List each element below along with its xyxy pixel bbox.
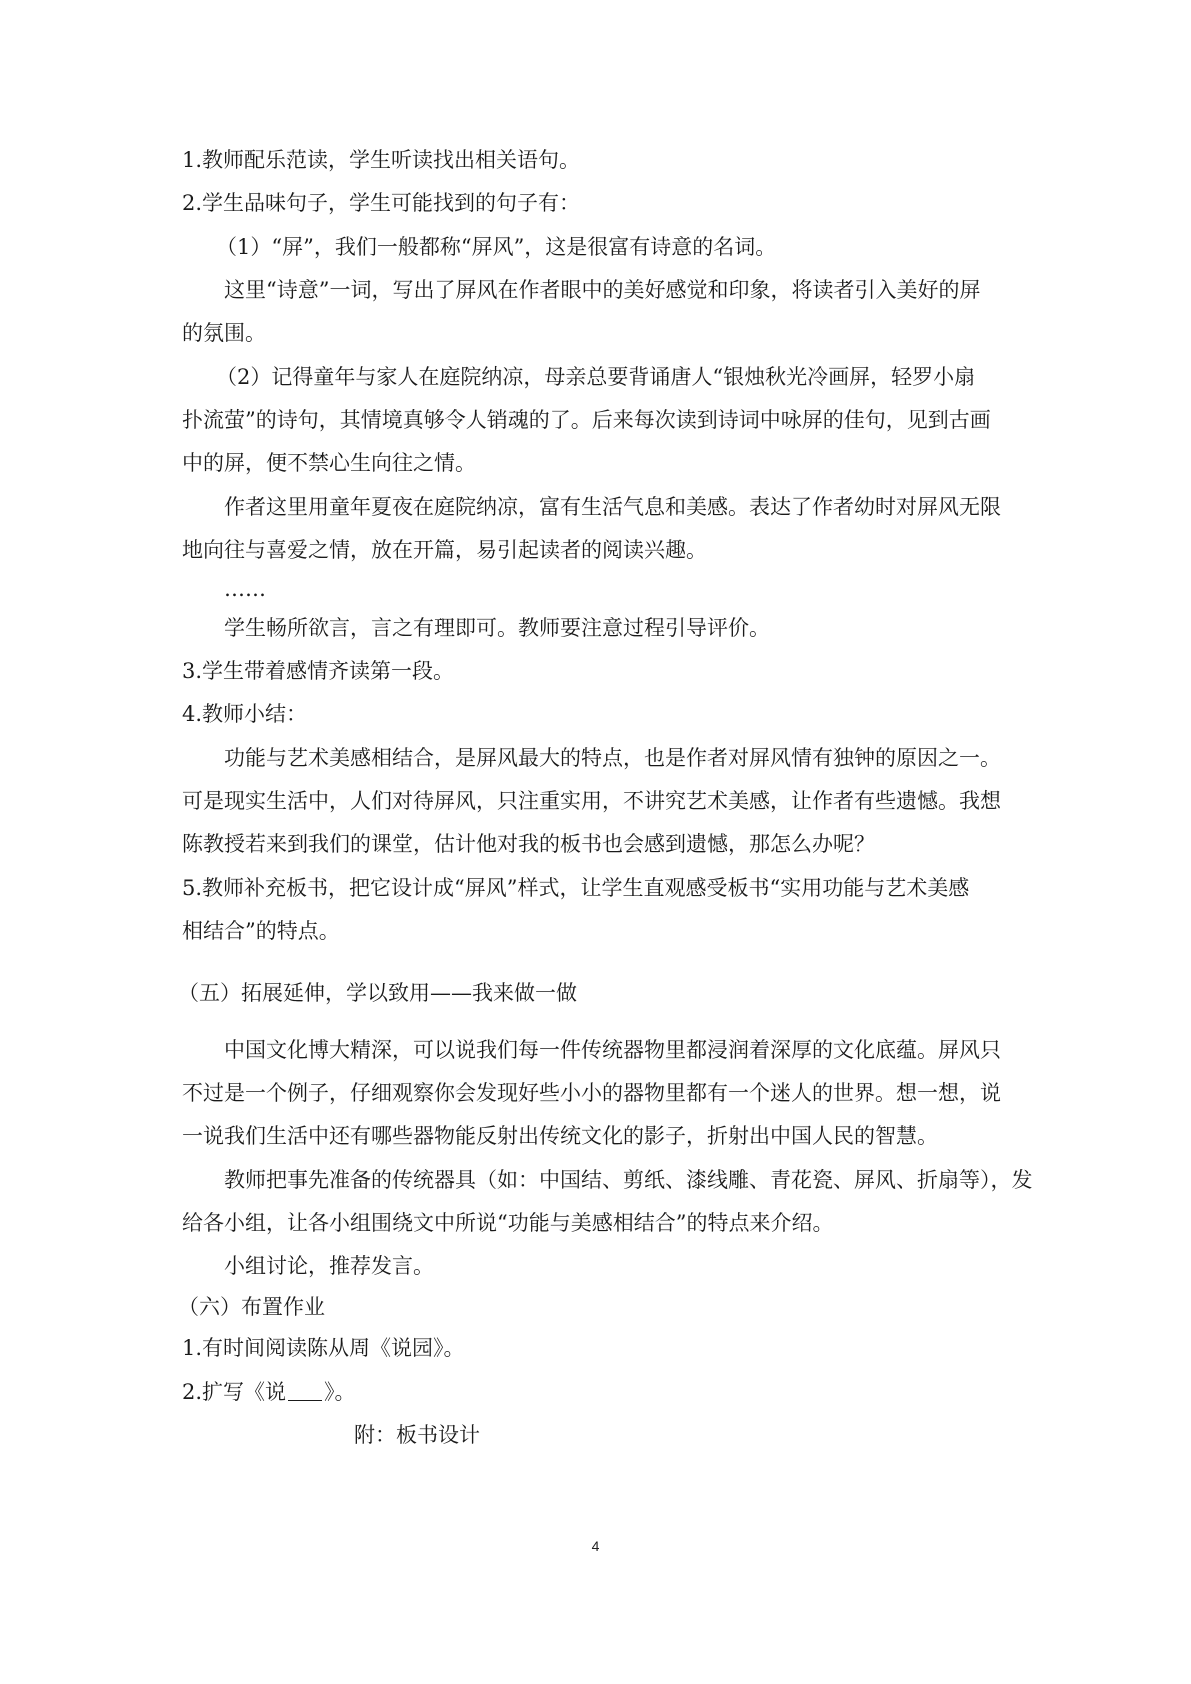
analysis-2-line-1: 作者这里用童年夏夜在庭院纳凉，富有生活气息和美感。表达了作者幼时对屏风无限	[224, 495, 1001, 519]
section-5-heading: （五）拓展延伸，学以致用——我来做一做	[178, 981, 577, 1005]
quote-2-line-2: 扑流萤”的诗句，其情境真够令人销魂的了。后来每次读到诗词中咏屏的佳句，见到古画	[182, 408, 991, 432]
homework-2-suffix: 》。	[324, 1380, 356, 1404]
analysis-1-line-2: 的氛围。	[182, 321, 266, 345]
summary-line-3: 陈教授若来到我们的课堂，估计他对我的板书也会感到遗憾，那怎么办呢？	[182, 832, 875, 856]
fill-in-blank	[288, 1380, 322, 1401]
step-3: 3.学生带着感情齐读第一段。	[182, 659, 455, 683]
section-6-heading: （六）布置作业	[178, 1295, 325, 1319]
homework-1: 1.有时间阅读陈从周《说园》。	[182, 1336, 465, 1360]
analysis-1-line-1: 这里“诗意”一词，写出了屏风在作者眼中的美好感觉和印象，将读者引入美好的屏	[224, 278, 981, 302]
ellipsis: ……	[224, 577, 266, 601]
summary-line-1: 功能与艺术美感相结合，是屏风最大的特点，也是作者对屏风情有独钟的原因之一。	[224, 746, 1001, 770]
extension-line-3: 一说我们生活中还有哪些器物能反射出传统文化的影子，折射出中国人民的智慧。	[182, 1124, 938, 1148]
student-discussion: 学生畅所欲言，言之有理即可。教师要注意过程引导评价。	[224, 616, 770, 640]
quote-1: （1）“屏”，我们一般都称“屏风”，这是很富有诗意的名词。	[216, 235, 777, 259]
homework-2-prefix: 2.扩写《说	[182, 1380, 287, 1404]
extension-line-4: 教师把事先准备的传统器具（如：中国结、剪纸、漆线雕、青花瓷、屏风、折扇等），发	[224, 1168, 1033, 1192]
step-5-line-1: 5.教师补充板书，把它设计成“屏风”样式，让学生直观感受板书“实用功能与艺术美感	[182, 876, 970, 900]
step-2: 2.学生品味句子，学生可能找到的句子有：	[182, 191, 581, 215]
analysis-2-line-2: 地向往与喜爱之情，放在开篇，易引起读者的阅读兴趣。	[182, 538, 707, 562]
step-4: 4.教师小结：	[182, 702, 308, 726]
extension-line-1: 中国文化博大精深，可以说我们每一件传统器物里都浸润着深厚的文化底蕴。屏风只	[224, 1038, 1001, 1062]
group-discussion: 小组讨论，推荐发言。	[224, 1254, 434, 1278]
step-5-line-2: 相结合”的特点。	[182, 919, 340, 943]
page-number: 4	[591, 1538, 600, 1554]
appendix-title: 附：板书设计	[354, 1423, 480, 1447]
step-1: 1.教师配乐范读，学生听读找出相关语句。	[182, 148, 581, 172]
extension-line-2: 不过是一个例子，仔细观察你会发现好些小小的器物里都有一个迷人的世界。想一想，说	[182, 1081, 1001, 1105]
quote-2-line-3: 中的屏，便不禁心生向往之情。	[182, 451, 476, 475]
summary-line-2: 可是现实生活中，人们对待屏风，只注重实用，不讲究艺术美感，让作者有些遗憾。我想	[182, 789, 1001, 813]
homework-2	[182, 1378, 1012, 1406]
extension-line-5: 给各小组，让各小组围绕文中所说“功能与美感相结合”的特点来介绍。	[182, 1211, 834, 1235]
quote-2-line-1: （2）记得童年与家人在庭院纳凉，母亲总要背诵唐人“银烛秋光冷画屏，轻罗小扇	[216, 365, 976, 389]
